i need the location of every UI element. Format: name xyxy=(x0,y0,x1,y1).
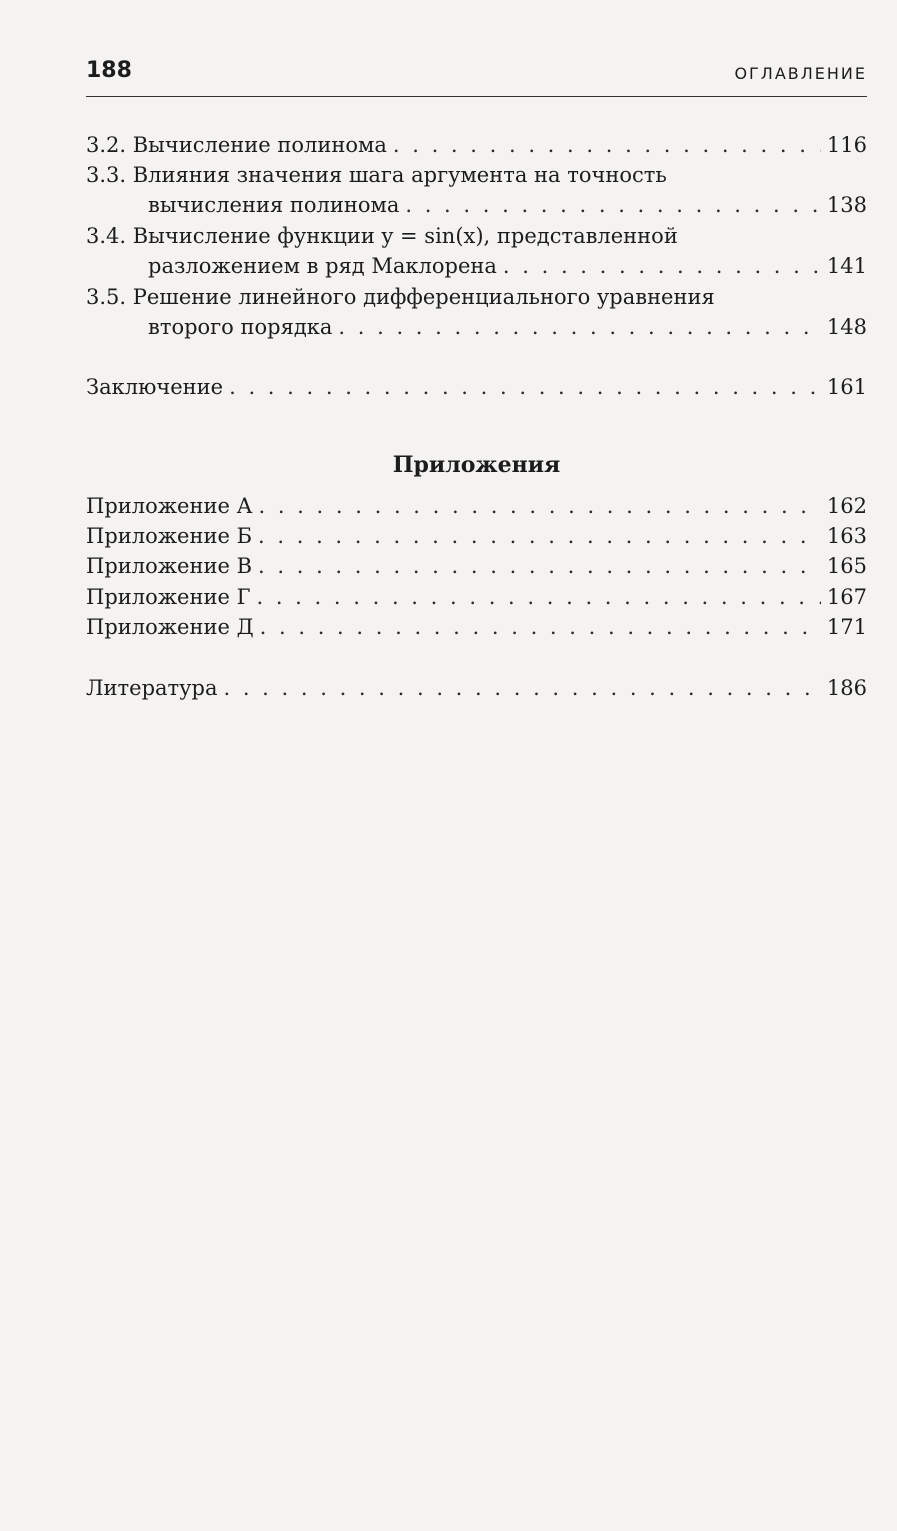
toc-entry-appendix-d xyxy=(86,612,867,642)
dot-leader xyxy=(258,551,821,581)
toc-entry-conclusion xyxy=(86,372,867,402)
toc-entry-3-4 xyxy=(86,221,867,281)
toc-entry-title: Приложение Д xyxy=(86,615,254,639)
toc-entry-3-2 xyxy=(86,130,867,160)
toc-entry-title: 3.4. Вычисление функции y = sin(x), представленной xyxy=(86,224,678,248)
toc-entry-title: Литература xyxy=(86,676,218,700)
toc-entry-appendix-b xyxy=(86,521,867,551)
running-head: ОГЛАВЛЕНИЕ xyxy=(734,64,867,83)
toc-entry-page: 167 xyxy=(826,585,867,609)
dot-leader xyxy=(393,130,821,160)
toc-entry-3-3 xyxy=(86,160,867,220)
toc-entry-title-continued: разложением в ряд Маклорена xyxy=(148,254,497,278)
toc-entry-page: 116 xyxy=(826,133,867,157)
toc-entry-literature xyxy=(86,673,867,703)
toc-entry-page: 161 xyxy=(826,375,867,399)
toc-entry-title: Приложение А xyxy=(86,494,253,518)
toc-entry-appendix-a xyxy=(86,491,867,521)
toc-entry-3-5 xyxy=(86,282,867,342)
page-header xyxy=(86,58,867,92)
dot-leader xyxy=(258,521,821,551)
toc-entry-page: 163 xyxy=(826,524,867,548)
toc-entry-page: 162 xyxy=(826,494,867,518)
dot-leader xyxy=(223,673,820,703)
toc-entry-page: 186 xyxy=(826,676,867,700)
toc-entry-page: 141 xyxy=(826,254,867,278)
toc-entry-title: 3.2. Вычисление полинома xyxy=(86,133,387,157)
toc-entry-title-continued: второго порядка xyxy=(148,315,333,339)
toc-entry-page: 138 xyxy=(826,193,867,217)
toc-entry-page: 148 xyxy=(826,315,867,339)
toc-entry-appendix-v xyxy=(86,551,867,581)
dot-leader xyxy=(229,372,821,402)
dot-leader xyxy=(338,312,821,342)
toc-entry-page: 165 xyxy=(826,554,867,578)
toc-entry-title: 3.5. Решение линейного дифференциального уравнения xyxy=(86,285,715,309)
toc-entry-title-continued: вычисления полинома xyxy=(148,193,400,217)
dot-leader xyxy=(405,190,821,220)
toc-entry-appendix-g xyxy=(86,582,867,612)
dot-leader xyxy=(256,582,820,612)
page-number: 188 xyxy=(86,58,132,83)
dot-leader xyxy=(258,491,820,521)
dot-leader xyxy=(503,251,821,281)
toc-entry-title: Приложение Б xyxy=(86,524,253,548)
toc-entry-title: Заключение xyxy=(86,375,224,399)
appendices-heading: Приложения xyxy=(392,452,561,478)
toc-entry-title: Приложение Г xyxy=(86,585,251,609)
toc-entry-title: 3.3. Влияния значения шага аргумента на точность xyxy=(86,163,667,187)
header-rule xyxy=(86,96,867,97)
toc-entry-title: Приложение В xyxy=(86,554,253,578)
dot-leader xyxy=(260,612,821,642)
toc-entry-page: 171 xyxy=(826,615,867,639)
